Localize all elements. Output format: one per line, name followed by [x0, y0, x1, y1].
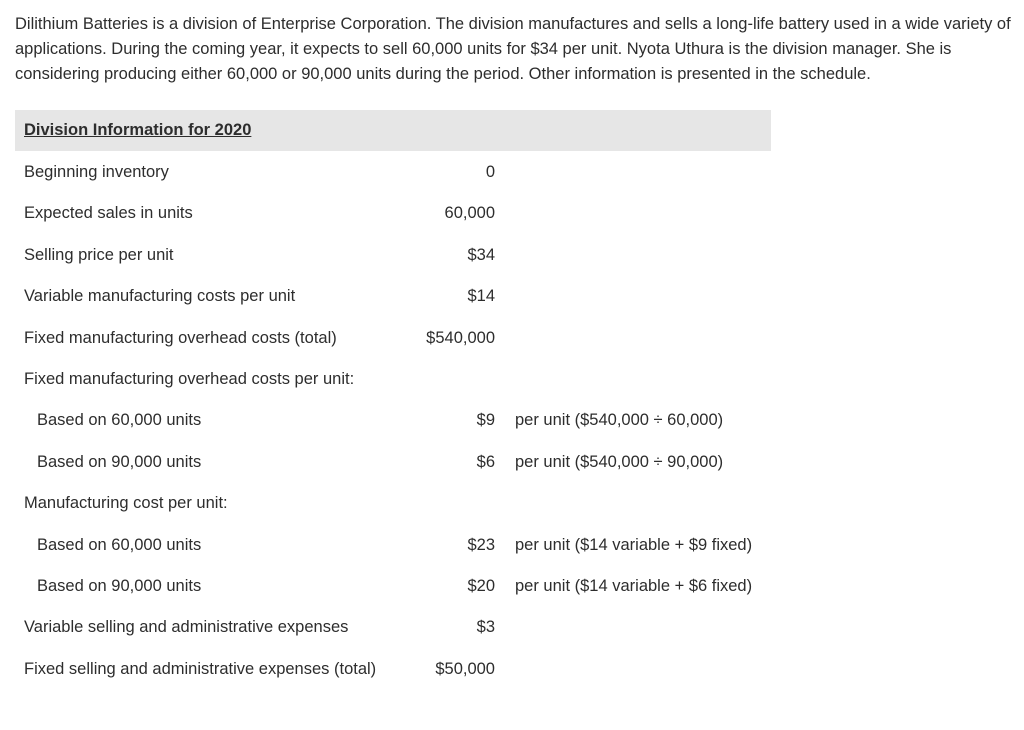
row-label: Based on 60,000 units — [37, 411, 202, 430]
row-label: Expected sales in units — [24, 204, 193, 223]
row-note: per unit ($14 variable + $9 fixed) — [515, 535, 753, 554]
table-header — [15, 110, 771, 151]
row-value: $14 — [467, 287, 495, 306]
division-info-table — [15, 110, 771, 689]
row-value: $23 — [467, 535, 495, 554]
table-row-fixed-sga-total — [15, 648, 771, 689]
row-label: Based on 60,000 units — [37, 535, 202, 554]
row-value: $50,000 — [435, 659, 495, 678]
row-value: $6 — [476, 452, 495, 471]
table-row-selling-price — [15, 234, 771, 275]
table-row-mfg-cost-per-unit — [15, 482, 771, 523]
table-row-variable-mfg-cost — [15, 275, 771, 316]
table-title: Division Information for 2020 — [24, 121, 252, 139]
row-value: $9 — [476, 411, 495, 430]
row-note: per unit ($540,000 ÷ 90,000) — [515, 452, 724, 471]
table-row-fixed-mfg-overhead-total — [15, 317, 771, 358]
row-label: Fixed selling and administrative expenses (total) — [24, 659, 377, 678]
row-label: Beginning inventory — [24, 163, 169, 181]
row-label: Variable selling and administrative expenses — [24, 618, 349, 637]
row-label: Based on 90,000 units — [37, 452, 202, 471]
row-value: $34 — [467, 245, 495, 264]
row-value: $20 — [467, 576, 495, 595]
intro-paragraph: Dilithium Batteries is a division of Enterprise Corporation. The division manufactures and sells a long-life battery used in a wide variety of applications. During the coming year, it expects to sell 60,000 units for $34 per unit. Nyota Uthura is the division manager. She is considering producing either 60,000 or 90,000 units during the period. Other information is presented in the schedule. — [15, 15, 1011, 83]
table-row-fixed-overhead-60000 — [15, 399, 771, 440]
row-label: Selling price per unit — [24, 245, 174, 264]
row-label: Variable manufacturing costs per unit — [24, 287, 296, 306]
row-note: per unit ($14 variable + $6 fixed) — [515, 576, 753, 595]
table-row-fixed-mfg-overhead-per-unit — [15, 358, 771, 399]
table-row-beginning-inventory — [15, 151, 771, 192]
row-value: $3 — [476, 618, 495, 637]
table-row-fixed-overhead-90000 — [15, 441, 771, 482]
row-label: Based on 90,000 units — [37, 576, 202, 595]
row-value: $540,000 — [426, 328, 495, 347]
row-value: 60,000 — [444, 204, 495, 223]
row-note: per unit ($540,000 ÷ 60,000) — [515, 411, 724, 430]
row-label: Manufacturing cost per unit: — [24, 494, 228, 513]
row-value: 0 — [485, 163, 495, 181]
row-label: Fixed manufacturing overhead costs per unit: — [24, 369, 355, 388]
table-row-mfg-cost-60000 — [15, 524, 771, 565]
table-row-mfg-cost-90000 — [15, 565, 771, 606]
table-row-variable-sga — [15, 606, 771, 647]
row-label: Fixed manufacturing overhead costs (total) — [24, 328, 337, 347]
table-row-expected-sales — [15, 192, 771, 233]
